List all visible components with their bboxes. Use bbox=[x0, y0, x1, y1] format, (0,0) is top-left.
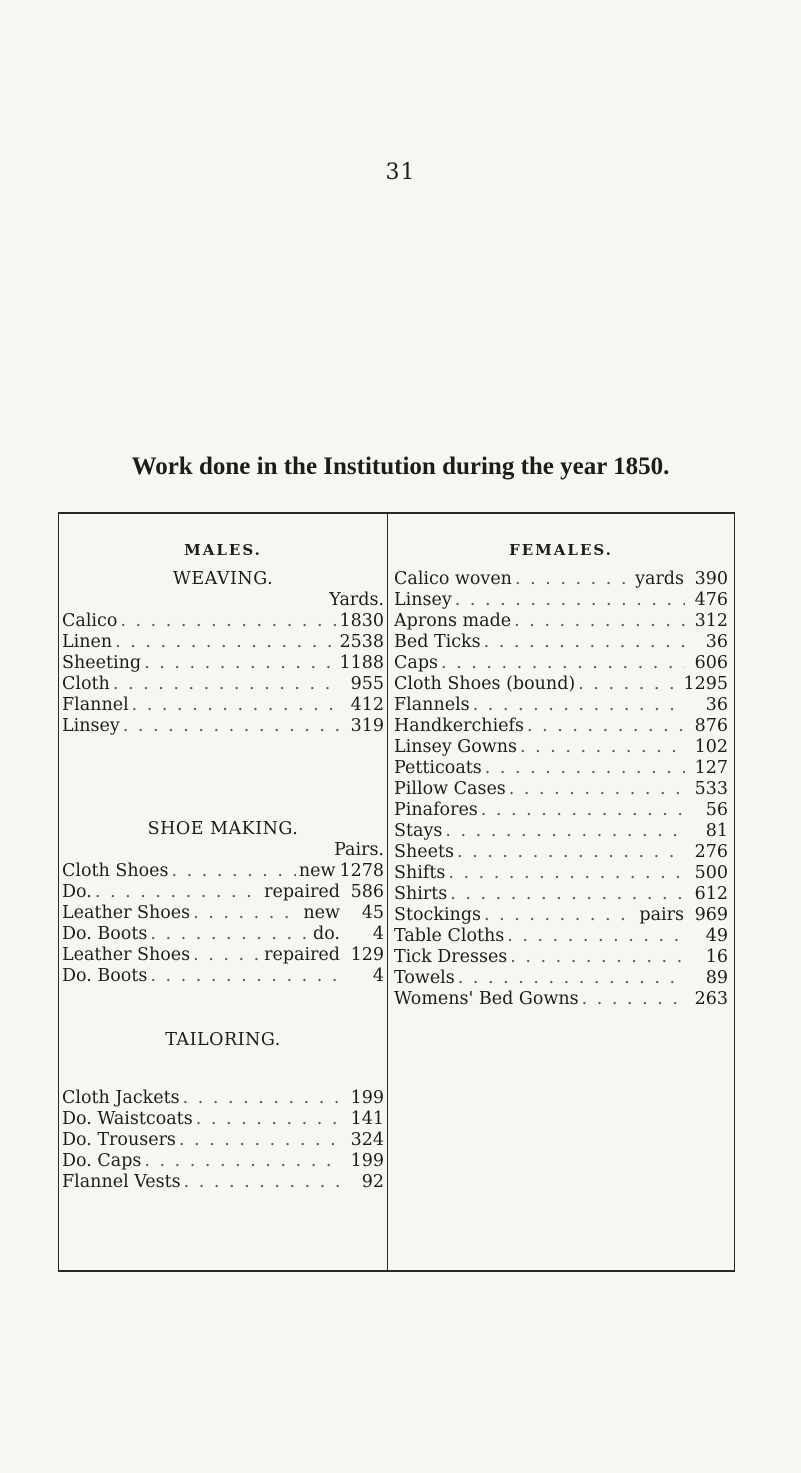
table-row bbox=[62, 695, 384, 716]
table-row bbox=[394, 884, 728, 905]
leader-dots bbox=[193, 945, 261, 966]
table-row bbox=[62, 1172, 384, 1193]
row-label: Caps bbox=[394, 653, 439, 673]
table-row bbox=[394, 779, 728, 800]
males-heading: MALES. bbox=[184, 541, 262, 559]
row-label: Cloth Shoes bbox=[62, 861, 169, 881]
row-value: 263 bbox=[694, 989, 728, 1009]
row-label: Sheeting bbox=[62, 653, 142, 673]
row-label: Shifts bbox=[394, 863, 446, 883]
row-value: 955 bbox=[350, 674, 384, 694]
leader-dots bbox=[132, 695, 341, 716]
row-label: Do. Boots bbox=[62, 966, 148, 986]
row-label: Tick Dresses bbox=[394, 947, 508, 967]
shoe-making-rows bbox=[62, 861, 384, 987]
table-row bbox=[394, 758, 728, 779]
table-bottom-rule bbox=[58, 1270, 735, 1272]
leader-dots bbox=[484, 632, 685, 653]
table-row bbox=[394, 989, 728, 1010]
row-label: Linsey bbox=[394, 590, 452, 610]
row-value: 390 bbox=[694, 569, 728, 589]
leader-dots bbox=[441, 653, 685, 674]
row-qualifier: new bbox=[303, 903, 340, 923]
leader-dots bbox=[144, 1151, 341, 1172]
leader-dots bbox=[520, 737, 685, 758]
row-qualifier: do. bbox=[313, 924, 340, 944]
row-value: 1278 bbox=[339, 861, 384, 881]
leader-dots bbox=[95, 882, 261, 903]
row-value: 500 bbox=[694, 863, 728, 883]
table-row bbox=[394, 674, 728, 695]
table-row bbox=[62, 632, 384, 653]
leader-dots bbox=[113, 674, 341, 695]
row-value: 45 bbox=[361, 903, 384, 923]
leader-dots bbox=[484, 905, 636, 926]
leader-dots bbox=[450, 884, 685, 905]
table-row bbox=[62, 653, 384, 674]
row-value: 606 bbox=[694, 653, 728, 673]
table-row bbox=[62, 966, 384, 987]
row-label: Handkerchiefs bbox=[394, 716, 524, 736]
females-rows bbox=[394, 569, 728, 1010]
females-list bbox=[394, 569, 728, 1010]
table-row bbox=[62, 611, 384, 632]
row-label: Leather Shoes bbox=[62, 945, 191, 965]
leader-dots bbox=[445, 821, 685, 842]
row-label: Sheets bbox=[394, 842, 454, 862]
row-value: 533 bbox=[694, 779, 728, 799]
table-row bbox=[62, 924, 384, 945]
row-value: 127 bbox=[694, 758, 728, 778]
leader-dots bbox=[473, 695, 685, 716]
table-row bbox=[62, 1151, 384, 1172]
row-value: 412 bbox=[350, 695, 384, 715]
row-label: Cloth Shoes (bound) bbox=[394, 674, 576, 694]
table-row bbox=[394, 590, 728, 611]
row-qualifier: repaired bbox=[264, 945, 340, 965]
row-qualifier: new bbox=[298, 861, 336, 881]
row-value: 276 bbox=[694, 842, 728, 862]
leader-dots bbox=[515, 569, 632, 590]
table-row bbox=[62, 945, 384, 966]
shoe-making-section bbox=[62, 819, 384, 987]
leader-dots bbox=[582, 989, 685, 1010]
leader-dots bbox=[120, 611, 336, 632]
row-label: Aprons made bbox=[394, 611, 512, 631]
table-row bbox=[394, 842, 728, 863]
row-label: Flannel Vests bbox=[62, 1172, 181, 1192]
page-title: Work done in the Institution during the year 1850. bbox=[131, 453, 670, 480]
weaving-section bbox=[62, 569, 384, 737]
table-row bbox=[394, 800, 728, 821]
row-label: Do. Trousers bbox=[62, 1130, 176, 1150]
row-value: 312 bbox=[694, 611, 728, 631]
row-value: 102 bbox=[694, 737, 728, 757]
table-row bbox=[394, 947, 728, 968]
row-value: 199 bbox=[350, 1151, 384, 1171]
leader-dots bbox=[510, 947, 685, 968]
row-value: 586 bbox=[350, 882, 384, 902]
row-value: 324 bbox=[350, 1130, 384, 1150]
table-row bbox=[62, 716, 384, 737]
row-label: Cloth Jackets bbox=[62, 1088, 180, 1108]
row-value: 89 bbox=[705, 968, 728, 988]
leader-dots bbox=[578, 674, 680, 695]
table-right-rule bbox=[734, 512, 735, 1272]
table-row bbox=[62, 861, 384, 882]
row-label: Petticoats bbox=[394, 758, 482, 778]
row-label: Table Cloths bbox=[394, 926, 505, 946]
weaving-unit: Yards. bbox=[329, 590, 384, 610]
table-row bbox=[62, 674, 384, 695]
tailoring-section bbox=[62, 1030, 384, 1193]
row-value: 36 bbox=[705, 632, 728, 652]
table-row bbox=[394, 905, 728, 926]
leader-dots bbox=[455, 590, 685, 611]
row-value: 319 bbox=[350, 716, 384, 736]
leader-dots bbox=[514, 611, 685, 632]
leader-dots bbox=[150, 966, 341, 987]
table-row bbox=[394, 737, 728, 758]
table-row bbox=[394, 632, 728, 653]
row-label: Cloth bbox=[62, 674, 110, 694]
row-value: 49 bbox=[705, 926, 728, 946]
row-label: Leather Shoes bbox=[62, 903, 191, 923]
leader-dots bbox=[457, 842, 685, 863]
table-row bbox=[62, 882, 384, 903]
leader-dots bbox=[184, 1172, 341, 1193]
row-value: 16 bbox=[705, 947, 728, 967]
table-row bbox=[394, 926, 728, 947]
tailoring-title: TAILORING. bbox=[165, 1030, 281, 1050]
table-top-rule bbox=[58, 512, 735, 514]
table-column-divider bbox=[387, 512, 388, 1272]
row-label: Flannel bbox=[62, 695, 129, 715]
table-row bbox=[394, 863, 728, 884]
row-label: Stays bbox=[394, 821, 443, 841]
row-value: 2538 bbox=[339, 632, 384, 652]
leader-dots bbox=[507, 926, 685, 947]
row-value: 1295 bbox=[683, 674, 728, 694]
work-table bbox=[58, 512, 735, 1272]
row-label: Womens' Bed Gowns bbox=[394, 989, 579, 1009]
row-value: 129 bbox=[350, 945, 384, 965]
leader-dots bbox=[196, 1109, 341, 1130]
table-row bbox=[394, 569, 728, 590]
leader-dots bbox=[485, 758, 685, 779]
table-row bbox=[394, 968, 728, 989]
weaving-title: WEAVING. bbox=[172, 569, 274, 589]
table-left-rule bbox=[58, 512, 59, 1272]
leader-dots bbox=[172, 861, 296, 882]
row-label: Do. bbox=[62, 882, 92, 902]
shoe-making-unit: Pairs. bbox=[334, 840, 384, 860]
row-label: Linen bbox=[62, 632, 113, 652]
row-label: Towels bbox=[394, 968, 455, 988]
row-label: Calico woven bbox=[394, 569, 512, 589]
row-value: 1188 bbox=[339, 653, 384, 673]
row-qualifier: yards bbox=[635, 569, 684, 589]
leader-dots bbox=[115, 632, 336, 653]
shoe-making-title: SHOE MAKING. bbox=[147, 819, 299, 839]
row-value: 876 bbox=[694, 716, 728, 736]
leader-dots bbox=[183, 1088, 341, 1109]
leader-dots bbox=[527, 716, 685, 737]
row-value: 199 bbox=[350, 1088, 384, 1108]
row-value: 141 bbox=[350, 1109, 384, 1129]
page-number: 31 bbox=[385, 160, 416, 185]
row-qualifier: repaired bbox=[264, 882, 340, 902]
row-value: 92 bbox=[361, 1172, 384, 1192]
row-label: Do. Caps bbox=[62, 1151, 142, 1171]
leader-dots bbox=[179, 1130, 341, 1151]
row-value: 1830 bbox=[339, 611, 384, 631]
leader-dots bbox=[193, 903, 300, 924]
table-row bbox=[394, 611, 728, 632]
row-label: Calico bbox=[62, 611, 118, 631]
row-value: 4 bbox=[372, 924, 384, 944]
row-label: Stockings bbox=[394, 905, 482, 925]
row-value: 476 bbox=[694, 590, 728, 610]
row-value: 969 bbox=[694, 905, 728, 925]
leader-dots bbox=[150, 924, 310, 945]
table-row bbox=[62, 1130, 384, 1151]
table-row bbox=[394, 821, 728, 842]
row-value: 36 bbox=[705, 695, 728, 715]
table-row bbox=[62, 1109, 384, 1130]
leader-dots bbox=[481, 800, 685, 821]
row-value: 81 bbox=[705, 821, 728, 841]
leader-dots bbox=[458, 968, 685, 989]
leader-dots bbox=[123, 716, 341, 737]
leader-dots bbox=[509, 779, 685, 800]
row-label: Pinafores bbox=[394, 800, 478, 820]
weaving-rows bbox=[62, 611, 384, 737]
row-qualifier: pairs bbox=[639, 905, 684, 925]
row-label: Shirts bbox=[394, 884, 448, 904]
row-label: Do. Waistcoats bbox=[62, 1109, 193, 1129]
row-value: 612 bbox=[694, 884, 728, 904]
table-row bbox=[394, 653, 728, 674]
females-heading: FEMALES. bbox=[509, 541, 613, 559]
row-value: 56 bbox=[705, 800, 728, 820]
table-row bbox=[62, 1088, 384, 1109]
row-label: Do. Boots bbox=[62, 924, 148, 944]
row-label: Pillow Cases bbox=[394, 779, 506, 799]
row-label: Linsey bbox=[62, 716, 120, 736]
leader-dots bbox=[448, 863, 685, 884]
row-label: Linsey Gowns bbox=[394, 737, 518, 757]
leader-dots bbox=[144, 653, 336, 674]
table-row bbox=[394, 695, 728, 716]
tailoring-rows bbox=[62, 1088, 384, 1193]
row-value: 4 bbox=[372, 966, 384, 986]
table-row bbox=[394, 716, 728, 737]
row-label: Flannels bbox=[394, 695, 470, 715]
table-row bbox=[62, 903, 384, 924]
row-label: Bed Ticks bbox=[394, 632, 481, 652]
